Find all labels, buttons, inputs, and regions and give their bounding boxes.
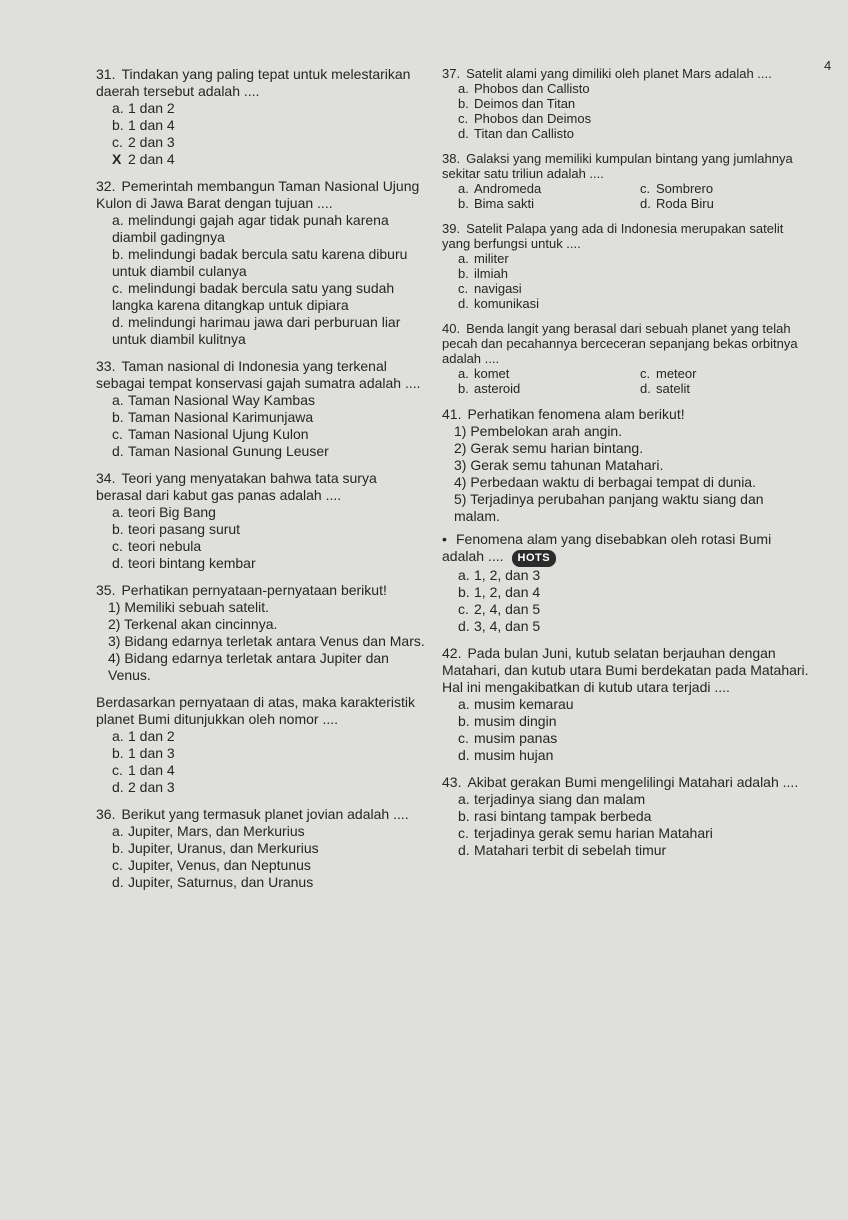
options-grid xyxy=(442,366,812,396)
question-stem: Teori yang menyatakan bahwa tata surya berasal dari kabut gas panas adalah .... xyxy=(96,470,377,503)
question-stem: Satelit Palapa yang ada di Indonesia merupakan satelit yang berfungsi untuk .... xyxy=(442,221,784,251)
option-d[interactable]: d. Jupiter, Saturnus, dan Uranus xyxy=(112,874,314,890)
statement: 4) Bidang edarnya terletak antara Jupiter dan Venus. xyxy=(108,650,389,683)
statement: 3) Gerak semu tahunan Matahari. xyxy=(454,457,664,473)
question-stem: Galaksi yang memiliki kumpulan bintang yang jumlahnya sekitar satu triliun adalah .... xyxy=(442,151,793,181)
page-number: 4 xyxy=(824,58,832,73)
statement: 1) Pembelokan arah angin. xyxy=(454,423,623,439)
question-39 xyxy=(442,221,812,311)
question-33 xyxy=(96,358,426,460)
question-number: 39. xyxy=(442,221,461,236)
option-b[interactable]: b. Taman Nasional Karimunjawa xyxy=(112,409,314,425)
option-d[interactable]: d. Roda Biru xyxy=(640,196,714,211)
question-stem: Satelit alami yang dimiliki oleh planet Mars adalah .... xyxy=(466,66,772,81)
question-number: 31. xyxy=(96,66,116,82)
hots-badge: HOTS xyxy=(512,550,557,567)
option-a[interactable]: a. musim kemarau xyxy=(458,696,574,712)
bullet-icon: • xyxy=(442,531,447,547)
left-column xyxy=(96,66,426,901)
statement: 5) Terjadinya perubahan panjang waktu siang dan malam. xyxy=(454,491,764,524)
answer-mark: X xyxy=(112,151,122,167)
statement: 2) Gerak semu harian bintang. xyxy=(454,440,644,456)
option-a[interactable]: a. komet xyxy=(458,366,510,381)
question-40 xyxy=(442,321,812,396)
option-d[interactable]: d. teori bintang kembar xyxy=(112,555,256,571)
option-d[interactable]: d. satelit xyxy=(640,381,690,396)
option-a[interactable]: a. teori Big Bang xyxy=(112,504,216,520)
option-a[interactable]: a. 1, 2, dan 3 xyxy=(458,567,541,583)
option-d[interactable]: d. Matahari terbit di sebelah timur xyxy=(458,842,667,858)
option-c[interactable]: c. terjadinya gerak semu harian Matahari xyxy=(458,825,713,841)
option-b[interactable]: b. Bima sakti xyxy=(458,196,534,211)
question-36 xyxy=(96,806,426,891)
option-b[interactable]: b. 1 dan 4 xyxy=(112,117,175,133)
question-stem: Benda langit yang berasal dari sebuah planet yang telah pecah dan pecahannya berceceran sepanjang bekas orbitnya adalah .... xyxy=(442,321,798,366)
option-c[interactable]: c. Jupiter, Venus, dan Neptunus xyxy=(112,857,311,873)
question-stem: Akibat gerakan Bumi mengelilingi Matahari adalah .... xyxy=(467,774,799,790)
question-number: 32. xyxy=(96,178,116,194)
question-stem: Taman nasional di Indonesia yang terkenal sebagai tempat konservasi gajah sumatra adalah .... xyxy=(96,358,421,391)
question-number: 42. xyxy=(442,645,462,661)
question-number: 34. xyxy=(96,470,116,486)
option-b[interactable]: b. Jupiter, Uranus, dan Merkurius xyxy=(112,840,319,856)
option-d[interactable]: d. melindungi harimau jawa dari perburuan liar untuk diambil kulitnya xyxy=(112,314,401,347)
question-38 xyxy=(442,151,812,211)
question-stem: Tindakan yang paling tepat untuk melestarikan daerah tersebut adalah .... xyxy=(96,66,411,99)
question-34 xyxy=(96,470,426,572)
question-prompt: Berdasarkan pernyataan di atas, maka karakteristik planet Bumi ditunjukkan oleh nomor .... xyxy=(96,694,416,727)
right-column xyxy=(442,66,812,869)
option-b[interactable]: b. melindungi badak bercula satu karena diburu untuk diambil culanya xyxy=(112,246,408,279)
question-stem: Perhatikan pernyataan-pernyataan berikut! xyxy=(121,582,387,598)
option-a[interactable]: a. 1 dan 2 xyxy=(112,728,175,744)
question-41 xyxy=(442,406,812,635)
option-b[interactable]: b. teori pasang surut xyxy=(112,521,241,537)
statement: 3) Bidang edarnya terletak antara Venus dan Mars. xyxy=(108,633,425,649)
question-stem: Berikut yang termasuk planet jovian adalah .... xyxy=(121,806,409,822)
option-c[interactable]: c. navigasi xyxy=(458,281,522,296)
option-a[interactable]: a. Jupiter, Mars, dan Merkurius xyxy=(112,823,305,839)
question-number: 40. xyxy=(442,321,461,336)
option-d[interactable]: X 2 dan 4 xyxy=(112,151,175,167)
option-c[interactable]: c. 1 dan 4 xyxy=(112,762,175,778)
option-c[interactable]: c. 2 dan 3 xyxy=(112,134,175,150)
option-b[interactable]: b. 1 dan 3 xyxy=(112,745,175,761)
option-a[interactable]: a. Phobos dan Callisto xyxy=(458,81,590,96)
option-c[interactable]: c. Phobos dan Deimos xyxy=(458,111,592,126)
option-d[interactable]: d. 2 dan 3 xyxy=(112,779,175,795)
question-number: 43. xyxy=(442,774,462,790)
option-d[interactable]: d. Titan dan Callisto xyxy=(458,126,574,141)
question-42 xyxy=(442,645,812,764)
question-prompt: • Fenomena alam yang disebabkan oleh rotasi Bumi adalah .... HOTS xyxy=(442,531,812,567)
option-c[interactable]: c. musim panas xyxy=(458,730,558,746)
option-c[interactable]: c. meteor xyxy=(640,366,697,381)
option-b[interactable]: b. Deimos dan Titan xyxy=(458,96,576,111)
question-32 xyxy=(96,178,426,348)
option-b[interactable]: b. 1, 2, dan 4 xyxy=(458,584,541,600)
question-stem: Pemerintah membangun Taman Nasional Ujung Kulon di Jawa Barat dengan tujuan .... xyxy=(96,178,420,211)
option-d[interactable]: d. musim hujan xyxy=(458,747,554,763)
option-c[interactable]: c. Taman Nasional Ujung Kulon xyxy=(112,426,309,442)
question-number: 41. xyxy=(442,406,462,422)
question-number: 33. xyxy=(96,358,116,374)
option-a[interactable]: a. 1 dan 2 xyxy=(112,100,175,116)
option-c[interactable]: c. teori nebula xyxy=(112,538,202,554)
option-a[interactable]: a. Andromeda xyxy=(458,181,542,196)
option-a[interactable]: a. melindungi gajah agar tidak punah karena diambil gadingnya xyxy=(112,212,389,245)
question-number: 37. xyxy=(442,66,461,81)
question-35 xyxy=(96,582,426,796)
option-d[interactable]: d. 3, 4, dan 5 xyxy=(458,618,541,634)
option-a[interactable]: a. Taman Nasional Way Kambas xyxy=(112,392,316,408)
question-stem: Perhatikan fenomena alam berikut! xyxy=(467,406,685,422)
question-number: 38. xyxy=(442,151,461,166)
option-c[interactable]: c. 2, 4, dan 5 xyxy=(458,601,541,617)
question-43 xyxy=(442,774,812,859)
question-stem: Pada bulan Juni, kutub selatan berjauhan dengan Matahari, dan kutub utara Bumi berdekatan pada Matahari. Hal ini mengakibatkan di kutub utara terjadi .... xyxy=(442,645,809,695)
option-c[interactable]: c. Sombrero xyxy=(640,181,714,196)
option-c[interactable]: c. melindungi badak bercula satu yang sudah langka karena ditangkap untuk dipiara xyxy=(112,280,395,313)
option-a[interactable]: a. terjadinya siang dan malam xyxy=(458,791,646,807)
statement: 4) Perbedaan waktu di berbagai tempat di dunia. xyxy=(454,474,756,490)
option-d[interactable]: d. komunikasi xyxy=(458,296,540,311)
option-b[interactable]: b. asteroid xyxy=(458,381,521,396)
statement: 2) Terkenal akan cincinnya. xyxy=(108,616,278,632)
option-d[interactable]: d. Taman Nasional Gunung Leuser xyxy=(112,443,329,459)
option-a[interactable]: a. militer xyxy=(458,251,509,266)
question-37 xyxy=(442,66,812,141)
options-grid xyxy=(442,181,812,211)
question-number: 35. xyxy=(96,582,116,598)
question-number: 36. xyxy=(96,806,116,822)
question-31 xyxy=(96,66,426,168)
statement: 1) Memiliki sebuah satelit. xyxy=(108,599,270,615)
option-b[interactable]: b. rasi bintang tampak berbeda xyxy=(458,808,652,824)
option-b[interactable]: b. ilmiah xyxy=(458,266,508,281)
option-b[interactable]: b. musim dingin xyxy=(458,713,557,729)
